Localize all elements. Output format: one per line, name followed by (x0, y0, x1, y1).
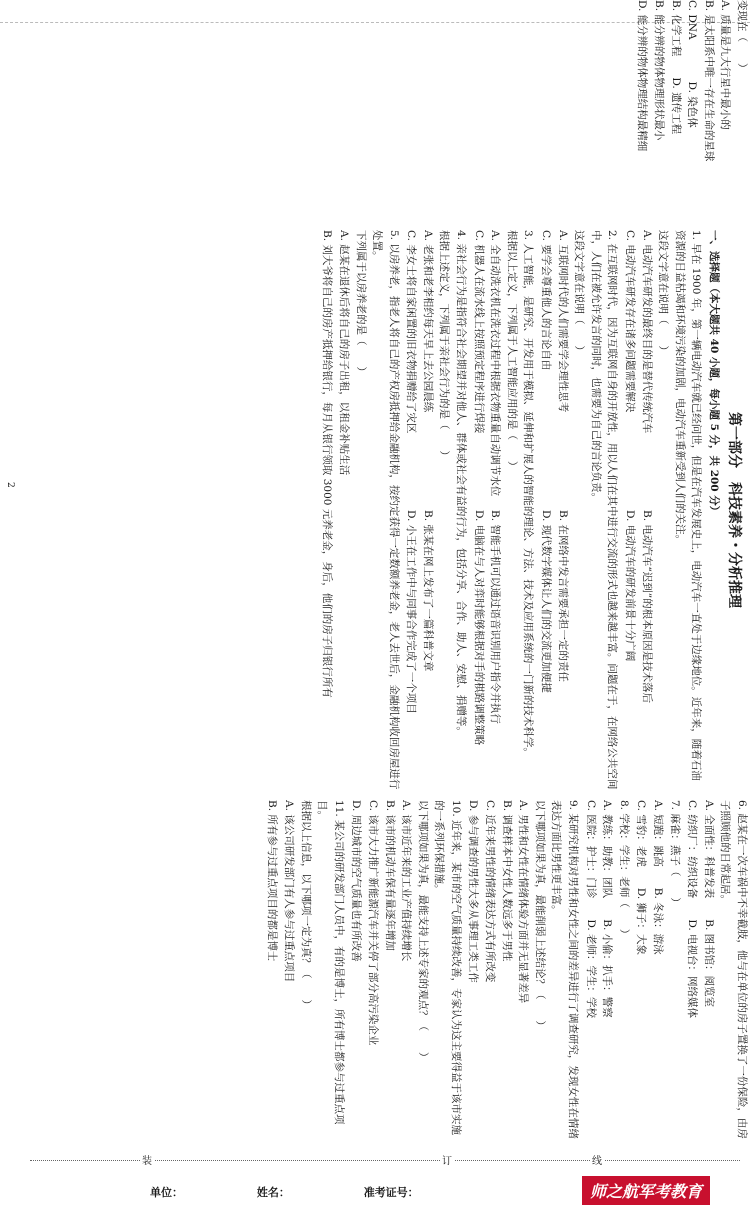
exam-number-field-label: 准考证号： (363, 1186, 419, 1199)
question-4: 4. 亲社会行为是指符合社会期望并对他人、群体或社会有益的行为，包括分享、合作、助人、安慰、捐赠等。 (455, 230, 468, 737)
option: A. 该市近年来的工业产值持续增长 (400, 800, 413, 962)
text-line: A. 质量是九大行星中最小的 (719, 0, 732, 130)
question-1-stem: 这段文字意在说明（ ） (657, 230, 670, 356)
option: B. 调查样本中女性人数远多于男性 (500, 800, 513, 962)
question-2: 2. 在互联网时代，因为互联网自身的开放性，用以人们在其中进行交流的形式也越来越丰富。问题在于，在网络公共空间中，人们在被允许发言的同时，也需要为自己的言论负责。 (589, 230, 619, 790)
option: B. 刘大爷将自己的房产抵押给银行，每月从银行领取 3000 元养老金，身后，他们的房子归银行所有 (321, 230, 334, 698)
option: B. 电动汽车“迟到”的根本原因是技术落后 (640, 510, 653, 704)
option: B. 智能手机可以通过语音识别用户指令并执行 (489, 510, 502, 724)
main-column (0, 230, 750, 790)
question-9-stem: 以下哪项如果为真，最能削弱上述结论？（ ） (533, 800, 546, 1031)
option: B. 在网络中发言需要承担一定的责任 (556, 510, 569, 682)
question-9: 9. 某研究机构对男性和女性之间的差异进行了调查研究，发现女性在情绪表达方面比男性更丰富。 (550, 800, 580, 1139)
option: A. 全面性：科普发表 B. 图书馆：阅览室 (702, 800, 715, 1008)
option: D. 参与调查的男性大多从事理工类工作 (467, 800, 480, 983)
text-line: C. DNA D. 染色体 (686, 0, 699, 128)
option: D. 现代数字媒体让人们的交流更加便捷 (540, 510, 553, 693)
option: B. 张某在网上发布了一篇科普文章 (421, 510, 434, 672)
cut-word: 线 (590, 1152, 604, 1167)
question-2-options (537, 230, 570, 790)
option: A. 教练：助教：团队 B. 小偷：扒手：警察 (601, 800, 614, 1018)
question-1: 1. 早在 1900 年，第一辆电动汽车就已经问世，但是在汽车发展史上，电动汽车一直处于边缘地位。近年来，随着石油资源的日益枯竭和环境污染的加剧，电动汽车重新受到人们的关注。 (673, 230, 703, 781)
name-field-label: 姓名： (256, 1186, 290, 1199)
option: A. 该公司研发部门有人参与过重点项目 (282, 800, 295, 983)
option: A. 短跑：跳高 B. 冬泳：游泳 (652, 800, 665, 955)
question-3-stem: 根据以上定义，下列属于人工智能应用的是（ ） (505, 230, 518, 472)
option: C. 近年来男性的情绪表达方式有所改变 (484, 800, 497, 983)
cut-word: 订 (440, 1152, 454, 1167)
right-column (0, 800, 750, 1145)
option: A. 互联网时代的人们需要学会理性思考 (556, 230, 569, 413)
question-2-stem: 这段文字意在说明（ ） (573, 230, 586, 356)
question-10-stem: 以下哪项如果为真，最能支持上述专家的观点？（ ） (416, 800, 429, 1063)
part-title: 第一部分 科技素养・分析推理 (726, 412, 742, 608)
option: C. 雪豹：老虎 D. 狮子：大象 (635, 800, 648, 956)
option: B. 所有参与过重点项目的都是博士 (266, 800, 279, 962)
option: C. 电动汽车研发存在诸多问题需要解决 (624, 230, 637, 413)
option: C. 要学会尊重他人的言论自由 (540, 230, 553, 371)
question-6: 6. 赵某在一次车祸中不幸截肢，他与在单位的房子置换了一份保险，由房子照顾他的日常起居。 (719, 800, 748, 1139)
question-3: 3. 人工智能，是研究、开发用于模拟、延伸和扩展人的智能的理论、方法、技术及应用系统的一门新的技术科学。 (522, 230, 535, 758)
section-heading: 一、选择题（本大题共 40 小题，每小题 5 分，共 200 分） (708, 230, 720, 517)
page-number: 2 (5, 482, 15, 488)
question-10: 10. 近年来，某市的空气质量持续改善，专家认为这主要得益于该市实施的一系列环保措施。 (433, 800, 462, 1136)
question-11: 11. 某公司的研发部门人员中，有的是博士，所有博士都参与过重点项目。 (316, 800, 345, 1125)
question-3-options (470, 230, 503, 790)
option: D. 周边城市的空气质量也有所改善 (350, 800, 363, 962)
question-11-stem: 根据以上信息，以下哪项一定为真？（ ） (299, 800, 312, 1010)
question-5-stem: 下列属于以房养老的是（ ） (354, 230, 367, 377)
question-1-options (621, 230, 654, 790)
question-5: 5. 以房养老，指老人将自己的产权房抵押给金融机构，按约定获得一定数额养老金，老人去世后，金融机构收回房屋进行处置。 (371, 230, 400, 790)
student-info-fields (150, 1184, 489, 1200)
option: C. 李女士将自家闲置的旧衣物捐赠给了灾区 (405, 230, 418, 434)
option: D. 电动汽车的研发前景十分广阔 (624, 510, 637, 662)
text-line: B. 化学工程 D. 遗传工程 (669, 0, 682, 135)
option: A. 男性和女性在情绪体验方面并无显著差异 (517, 800, 530, 1004)
text-line: 变现在（ ） (736, 0, 748, 74)
text-line: B. 能分辨的物体物理形状最小 (653, 0, 666, 141)
option: A. 电动汽车研发的最终目的是替代传统汽车 (640, 230, 653, 434)
option: C. 该市大力推广新能源汽车并关停了部分高污染企业 (366, 800, 379, 1046)
brand-logo: 师之航军考教育 (582, 1176, 710, 1205)
option: B. 该市的机动车保有量逐年增加 (383, 800, 396, 951)
question-8: 8. 学校：学生：老师（ ） (617, 800, 630, 940)
text-line: D. 能分辨的物体物理结构最精细 (636, 0, 649, 152)
option: C. 机器人在流水线上按照预定程序进行焊接 (472, 230, 485, 434)
cut-line (30, 1160, 740, 1161)
cut-word: 装 (140, 1152, 154, 1167)
binding-strip (0, 1150, 750, 1204)
option: C. 纺织厂：纺织设备 D. 电视台：网络媒体 (686, 800, 699, 1019)
unit-field-label: 单位： (150, 1186, 183, 1199)
question-4-options (403, 230, 436, 790)
question-7: 7. 麻雀：燕子（ ） (668, 800, 681, 908)
text-line: B. 是太阳系中唯一存在生命的星球 (702, 0, 715, 162)
question-4-stem: 根据上述定义，下列属于亲社会行为的是（ ） (438, 230, 451, 461)
option: A. 赵某在退休后将自己的房子出租，以租金补贴生活 (337, 230, 350, 476)
option: A. 全自动洗衣机在洗衣过程中根据衣物重量自动调节水位 (489, 230, 502, 497)
option: D. 小王在工作中与同事合作完成了一个项目 (405, 510, 418, 714)
option: D. 电脑在与人对弈时能够根据对手的棋路调整策略 (472, 510, 485, 746)
option: C. 医院：护士：门诊 D. 老师：学生：学校 (584, 800, 597, 1019)
option: A. 老张和老李相约每天早上去公园晨练 (421, 230, 434, 413)
